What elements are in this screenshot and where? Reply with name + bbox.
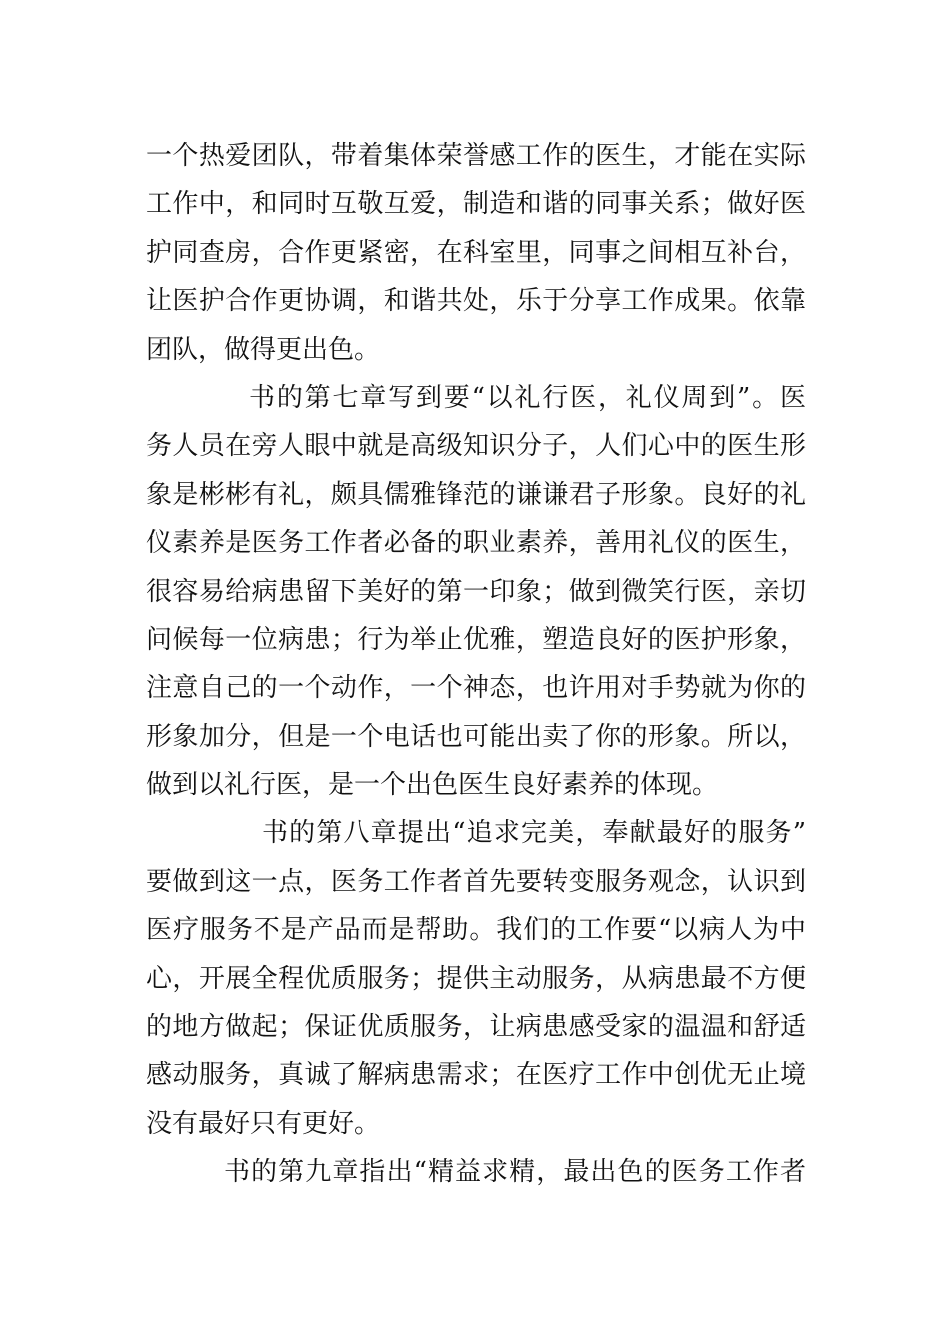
paragraph-2-line-4: 仪素养是医务工作者必备的职业素养，善用礼仪的医生，: [146, 528, 806, 559]
body-text: [146, 132, 806, 1197]
paragraph-2-line-7: 注意自己的一个动作，一个神态，也许用对手势就为你的: [146, 673, 806, 704]
paragraph-1-line-4: 让医护合作更协调，和谐共处，乐于分享工作成果。依靠: [146, 286, 806, 317]
paragraph-4-line-1: 书的第九章指出“精益求精，最出色的医务工作者: [224, 1157, 806, 1188]
paragraph-2-line-2: 务人员在旁人眼中就是高级知识分子，人们心中的医生形: [146, 431, 806, 462]
paragraph-2-line-8: 形象加分，但是一个电话也可能出卖了你的形象。所以，: [146, 721, 806, 752]
paragraph-3-line-4: 心，开展全程优质服务；提供主动服务，从病患最不方便: [146, 963, 806, 994]
paragraph-2-line-1: 书的第七章写到要“以礼行医，礼仪周到”。医: [249, 382, 806, 413]
paragraph-3-line-2: 要做到这一点，医务工作者首先要转变服务观念，认识到: [146, 866, 806, 897]
paragraph-1-line-3: 护同查房，合作更紧密，在科室里，同事之间相互补台，: [146, 237, 806, 268]
paragraph-2-line-5: 很容易给病患留下美好的第一印象；做到微笑行医，亲切: [146, 576, 806, 607]
paragraph-3-line-1: 书的第八章提出“追求完美，奉献最好的服务”: [262, 818, 806, 849]
paragraph-1-line-1: 一个热爱团队，带着集体荣誉感工作的医生，才能在实际: [146, 141, 806, 171]
paragraph-1-line-5: 团队，做得更出色。: [146, 334, 381, 365]
paragraph-1-line-2: 工作中，和同时互敬互爱，制造和谐的同事关系；做好医: [146, 189, 806, 220]
paragraph-3-line-6: 感动服务，真诚了解病患需求；在医疗工作中创优无止境: [146, 1060, 806, 1091]
paragraph-3-line-5: 的地方做起；保证优质服务，让病患感受家的温温和舒适: [146, 1012, 806, 1043]
paragraph-2-line-3: 象是彬彬有礼，颇具儒雅锋范的谦谦君子形象。良好的礼: [146, 479, 806, 510]
paragraph-2-line-9: 做到以礼行医，是一个出色医生良好素养的体现。: [146, 770, 719, 801]
paragraph-2-line-6: 问候每一位病患；行为举止优雅，塑造良好的医护形象，: [146, 624, 806, 655]
paragraph-3-line-7: 没有最好只有更好。: [146, 1108, 381, 1139]
paragraph-3-line-3: 医疗服务不是产品而是帮助。我们的工作要“以病人为中: [146, 915, 806, 946]
